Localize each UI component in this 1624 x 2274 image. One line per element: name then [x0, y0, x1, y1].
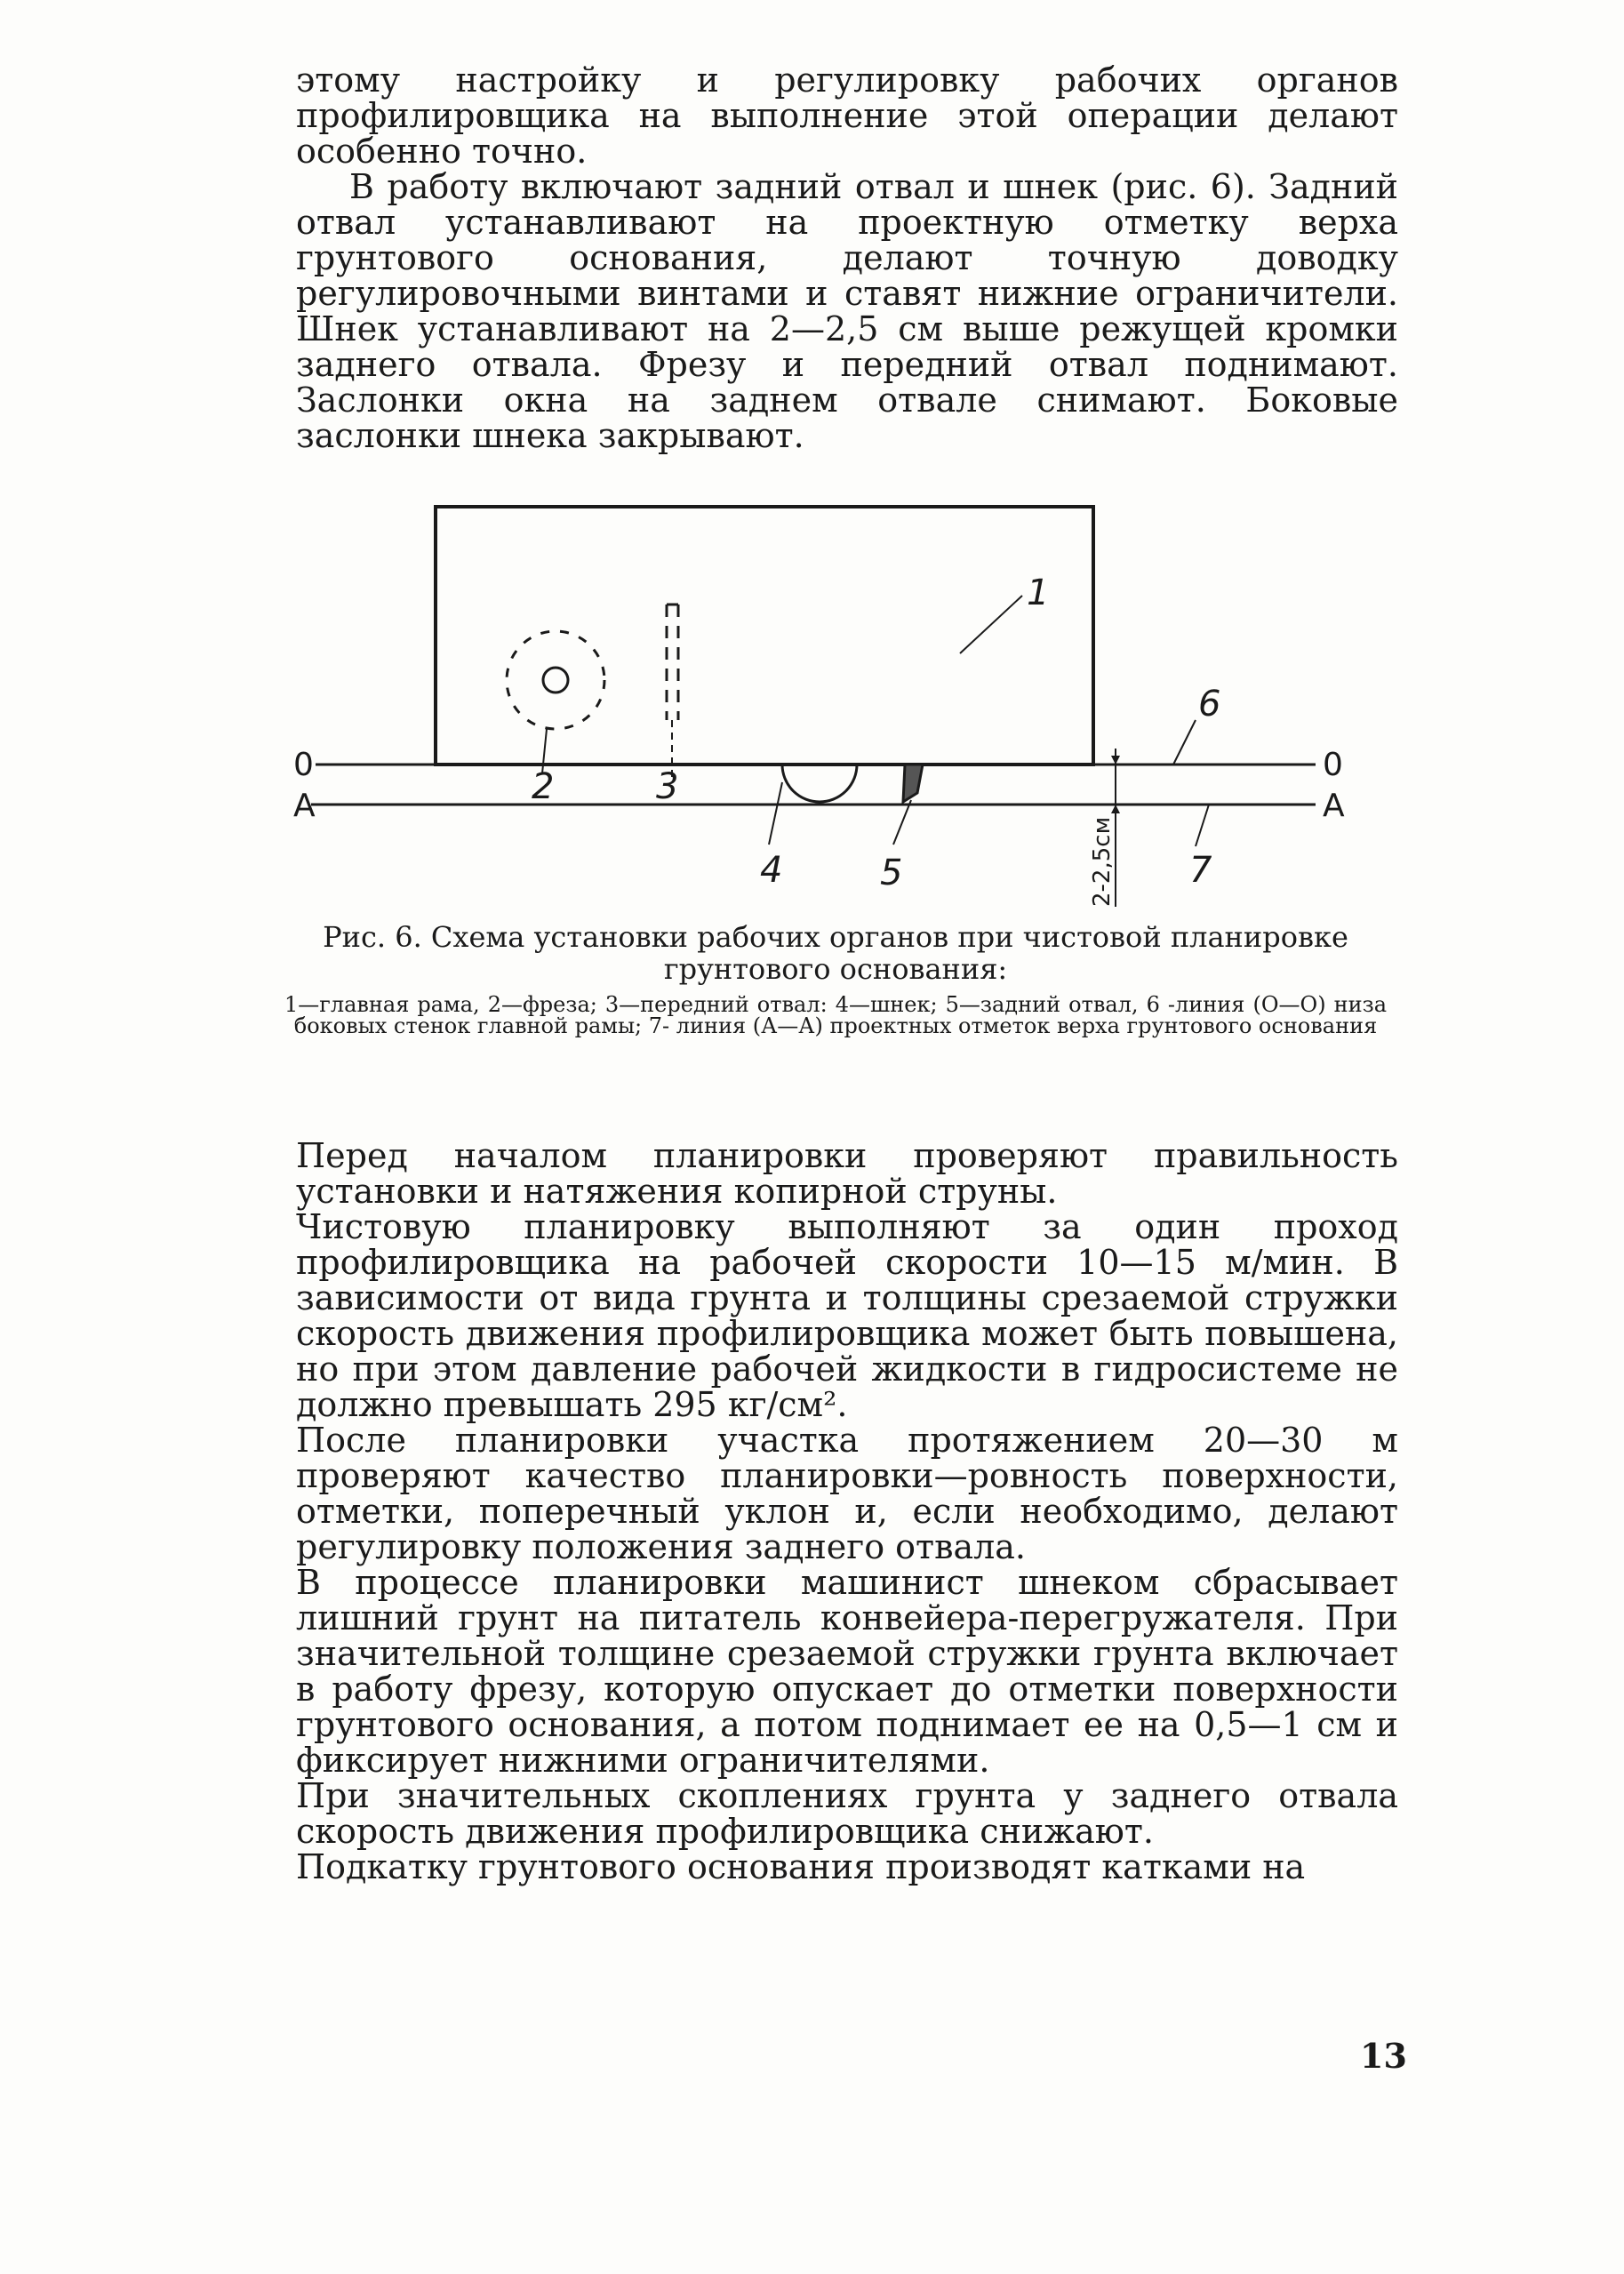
- figure-caption-title: [284, 921, 1387, 985]
- paragraph-rolling: Подкатку грунтового основания производят катками на: [296, 1847, 1306, 1886]
- label-7: 7: [1189, 850, 1212, 891]
- caption-title-line2: грунтового основания:: [663, 952, 1008, 986]
- label-4: 4: [760, 850, 783, 891]
- paragraph-quality-check: После планировки участка протяжением 20—30 м проверяют качество планировки—ровность поверхности, отметки, поперечный уклон и, если необходимо, делают регулировку положения заднего отвала.: [296, 1421, 1398, 1566]
- caption-title-line1: Рис. 6. Схема установки рабочих органов при чистовой планировке: [323, 920, 1348, 954]
- rear-blade-symbol: [903, 765, 923, 802]
- leader-7: [1196, 805, 1209, 846]
- page-number: 13: [1360, 2036, 1407, 2076]
- figure-diagram: [284, 498, 1351, 916]
- paragraph-work-setup: В работу включают задний отвал и шнек (рис. 6). Задний отвал устанавливают на проектную отметку верха грунтового основания, делают точную доводку регулировочными винтами и ставят нижние ограничители. Шнек устанавливают на 2—2,5 см выше режущей кромки заднего отвала. Фрезу и передний отвал поднимают. Заслонки окна на заднем отвале снимают. Боковые заслонки шнека закрывают.: [296, 167, 1398, 455]
- label-5: 5: [880, 853, 903, 893]
- label-1: 1: [1027, 573, 1050, 613]
- paragraph-speed-reduce: При значительных скоплениях грунта у заднего отвала скорость движения профилировщика снижают.: [296, 1776, 1398, 1851]
- label-3: 3: [656, 766, 679, 807]
- paragraph-finishing: Чистовую планировку выполняют за один проход профилировщика на рабочей скорости 10—15 м/мин. В зависимости от вида грунта и толщины срезаемой стружки скорость движения профилировщика может быть повышена, но при этом давление рабочей жидкости в гидросистеме не должно превышать 295 кг/см².: [296, 1207, 1398, 1424]
- main-frame: [436, 507, 1093, 765]
- label-o-left: 0: [293, 747, 314, 783]
- front-blade-symbol: [667, 605, 678, 782]
- paragraph-auger-process: В процессе планировки машинист шнеком сбрасывает лишний грунт на питатель конвейера-перегружателя. При значительной толщине срезаемой стружки грунта включает в работу фрезу, которую опускает до отметки поверхности грунтового основания, а потом поднимает ее на 0,5—1 см и фиксирует нижними ограничителями.: [296, 1563, 1398, 1780]
- leader-1: [960, 596, 1022, 653]
- figure-caption-legend: 1—главная рама, 2—фреза; 3—передний отвал: 4—шнек; 5—задний отвал, 6 -линия (О—О) низа боковых стенок главной рамы; 7- линия (А—А) проектных отметок верха грунтового основания: [284, 992, 1387, 1038]
- mill-symbol: [507, 631, 604, 729]
- leader-6: [1173, 720, 1196, 765]
- label-2: 2: [532, 766, 555, 807]
- leader-5: [893, 800, 911, 845]
- label-o-right: 0: [1323, 747, 1343, 783]
- top-text: [296, 62, 1398, 453]
- paragraph-continued: этому настройку и регулировку рабочих органов профилировщика на выполнение этой операции делают особенно точно.: [296, 60, 1398, 171]
- bottom-text: [296, 1138, 1398, 1885]
- label-a-right: A: [1323, 788, 1345, 824]
- label-dimension: 2-2,5см: [1089, 816, 1116, 907]
- label-a-left: A: [293, 788, 316, 824]
- paragraph-check-string: Перед началом планировки проверяют правильность установки и натяжения копирной струны.: [296, 1136, 1398, 1211]
- auger-symbol: [782, 765, 857, 802]
- label-6: 6: [1198, 684, 1221, 725]
- leader-4: [769, 782, 782, 845]
